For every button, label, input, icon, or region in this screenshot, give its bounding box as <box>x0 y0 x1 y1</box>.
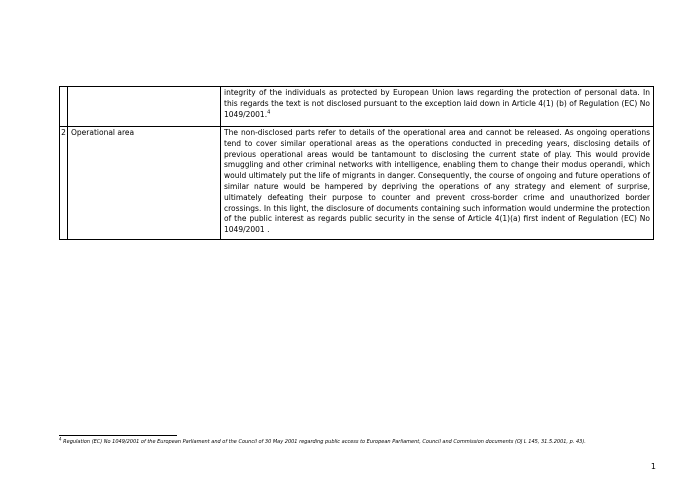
footnote-text: Regulation (EC) No 1049/2001 of the European Parliament and of the Council of 30 May 2001 regarding public access to European Parliament, Council and Commission documents (OJ L 145, 31.5.2001, p. 43). <box>63 439 586 445</box>
table-row <box>60 87 654 127</box>
row-number-cell <box>60 87 68 127</box>
row-topic-cell <box>68 87 221 127</box>
page-number: 1 <box>650 462 656 471</box>
row-reason-cell <box>221 127 654 240</box>
reason-text: integrity of the individuals as protected by European Union laws regarding the protection of personal data. In this regards the text is not disclosed pursuant to the exception laid down in Article 4(1) (b) of Regulation (EC) No 1049/2001. <box>224 88 650 119</box>
row-topic-cell: Operational area <box>68 127 221 240</box>
footnote-marker: 4 <box>59 436 62 442</box>
reasons-table <box>59 86 654 240</box>
row-reason-cell <box>221 87 654 127</box>
footnote-ref[interactable]: 4 <box>267 109 271 116</box>
reason-text: The non-disclosed parts refer to details of the operational area and cannot be released. As ongoing operations tend to cover similar operational areas as the operations conducted in preceding years, disclosing details of previous operational areas would be tantamount to disclosing the current state of play. This would provide smuggling and other criminal networks with intelligence, enabling them to change their modus operandi, which would ultimately put the life of migrants in danger. Consequently, the course of ongoing and future operations of similar nature would be hampered by depriving the operations of any strategy and element of surprise, ultimately defeating their purpose to counter and prevent cross-border crime and unauthorized border crossings. In this light, the disclosure of documents containing such information would undermine the protection of the public interest as regards public security in the sense of Article 4(1)(a) first indent of Regulation (EC) No 1049/2001 . <box>224 128 650 235</box>
row-number-cell: 2 <box>60 127 68 240</box>
table-row <box>60 127 654 240</box>
footnote-divider <box>59 435 177 436</box>
footnote <box>59 436 659 446</box>
